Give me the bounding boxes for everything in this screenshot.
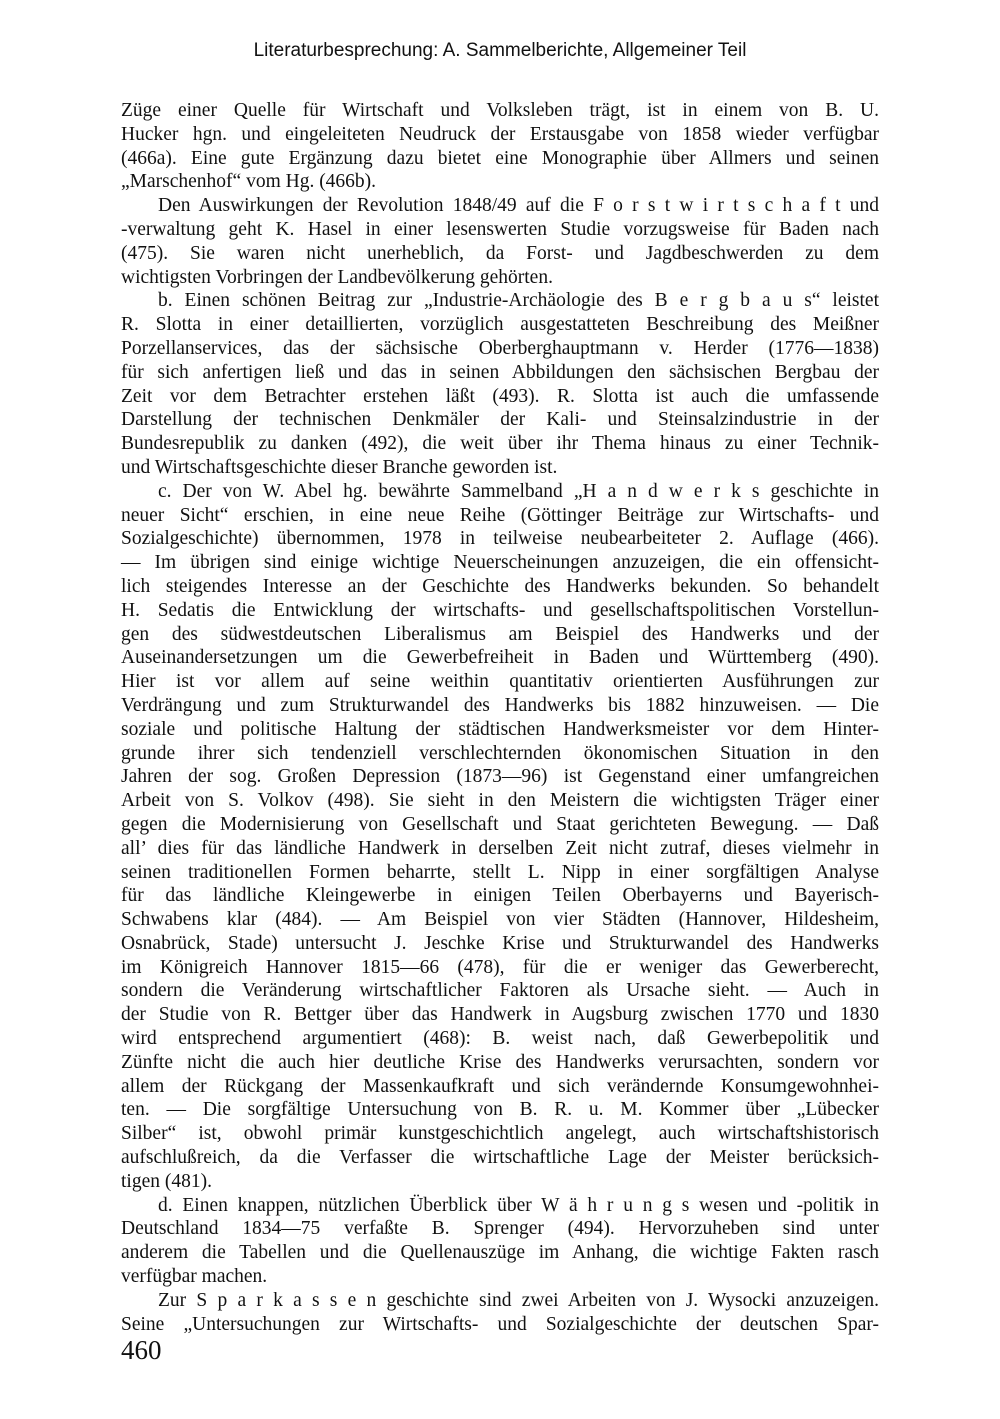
body-text xyxy=(121,99,879,1336)
text-line: für das ländliche Kleingewerbe in einigen Teilen Oberbayerns und Bayerisch- xyxy=(121,885,879,907)
text-line: Auseinandersetzungen um die Gewerbefreiheit in Baden und Württemberg (490). xyxy=(121,647,879,669)
text-line: d. Einen knappen, nützlichen Überblick über W ä h r u n g s wesen und -politik in xyxy=(158,1194,879,1216)
text-line: Hucker hgn. und eingeleiteten Neudruck der Erstausgabe von 1858 wieder verfügbar xyxy=(121,123,879,145)
text-line: -verwaltung geht K. Hasel in einer lesenswerten Studie vorzugsweise für Baden nach xyxy=(121,218,879,240)
text-line: Den Auswirkungen der Revolution 1848/49 auf die F o r s t w i r t s c h a f t und xyxy=(158,195,879,217)
text-line: Jahren der sog. Großen Depression (1873—96) ist Gegenstand einer umfangreichen xyxy=(121,766,879,788)
text-line: Porzellanservices, das der sächsische Oberberghauptmann v. Herder (1776—1838) xyxy=(121,337,879,359)
text-line: soziale und politische Haltung der städtischen Handwerksmeister vor dem Hinter- xyxy=(121,718,879,740)
text-line: all’ dies für das ländliche Handwerk in derselben Zeit nicht zutraf, dieses vielmehr in xyxy=(121,837,879,859)
text-line: Osnabrück, Stade) untersucht J. Jeschke Krise und Strukturwandel des Handwerks xyxy=(121,932,879,954)
text-line: Züge einer Quelle für Wirtschaft und Volksleben trägt, ist in einem von B. U. xyxy=(121,100,879,121)
text-line: c. Der von W. Abel hg. bewährte Sammelband „H a n d w e r k s geschichte in xyxy=(158,480,879,502)
text-line: (466a). Eine gute Ergänzung dazu bietet eine Monographie über Allmers und seinen xyxy=(121,147,879,169)
text-line: „Marschenhof“ vom Hg. (466b). xyxy=(121,171,377,193)
text-line: aufschlußreich, da die Verfasser die wirtschaftliche Lage der Meister berücksich- xyxy=(121,1147,879,1169)
text-line: Bundesrepublik zu danken (492), die weit über ihr Thema hinaus zu einer Technik- xyxy=(121,433,879,455)
text-line: neuer Sicht“ erschien, in eine neue Reihe (Göttinger Beiträge zur Wirtschafts- und xyxy=(121,504,879,526)
text-line: für sich anfertigen ließ und das in seinen Abbildungen den sächsischen Bergbau der xyxy=(121,361,879,383)
text-line: (475). Sie waren nicht unerheblich, da Forst- und Jagdbeschwerden zu dem xyxy=(121,242,879,264)
text-line: gegen die Modernisierung von Gesellschaft und Staat gerichteten Bewegung. — Daß xyxy=(121,813,879,835)
text-line: lich steigendes Interesse an der Geschichte des Handwerks bekunden. So behandelt xyxy=(121,575,879,597)
text-line: gen des südwestdeutschen Liberalismus am Beispiel des Handwerks und der xyxy=(121,623,879,645)
text-line: H. Sedatis die Entwicklung der wirtschafts- und gesellschaftspolitischen Vorstellun- xyxy=(121,599,879,621)
text-line: Deutschland 1834—75 verfaßte B. Sprenger (494). Hervorzuheben sind unter xyxy=(121,1218,879,1240)
text-line: verfügbar machen. xyxy=(121,1266,268,1288)
text-line: allem der Rückgang der Massenkaufkraft und sich verändernde Konsumgewohnhei- xyxy=(121,1075,879,1097)
text-line: im Königreich Hannover 1815—66 (478), für die er weniger das Gewerberecht, xyxy=(121,956,879,978)
text-line: seinen traditionellen Formen beharrte, stellt L. Nipp in einer sorgfältigen Analyse xyxy=(121,861,879,883)
text-line: b. Einen schönen Beitrag zur „Industrie-Archäologie des B e r g b a u s“ leistet xyxy=(158,290,879,312)
text-line: Hier ist vor allem auf seine weithin quantitativ orientierten Ausführungen zur xyxy=(121,671,879,693)
text-line: Arbeit von S. Volkov (498). Sie sieht in den Meistern die wichtigsten Träger einer xyxy=(121,790,879,812)
text-line: sondern die Veränderung wirtschaftlicher Faktoren als Ursache sieht. — Auch in xyxy=(121,980,879,1002)
text-line: der Studie von R. Bettger über das Handwerk in Augsburg zwischen 1770 und 1830 xyxy=(121,1004,879,1026)
text-line: tigen (481). xyxy=(121,1170,212,1192)
page-number: 460 xyxy=(121,1335,162,1365)
running-header: Literaturbesprechung: A. Sammelberichte, Allgemeiner Teil xyxy=(253,40,747,61)
text-line: — Im übrigen sind einige wichtige Neuerscheinungen anzuzeigen, die ein offensicht- xyxy=(121,552,879,574)
text-line: ten. — Die sorgfältige Untersuchung von B. R. u. M. Kommer über „Lübecker xyxy=(121,1099,879,1121)
text-line: R. Slotta in einer detaillierten, vorzüglich ausgestatteten Beschreibung des Meißner xyxy=(121,314,879,336)
text-line: Sozialgeschichte) übernommen, 1978 in teilweise neubearbeiteter 2. Auflage (466). xyxy=(121,528,879,550)
text-line: Schwabens klar (484). — Am Beispiel von vier Städten (Hannover, Hildesheim, xyxy=(121,909,879,931)
text-line: Zur S p a r k a s s e n geschichte sind zwei Arbeiten von J. Wysocki anzuzeigen. xyxy=(158,1289,879,1311)
text-line: Darstellung der technischen Denkmäler der Kali- und Steinsalzindustrie in der xyxy=(121,409,879,431)
text-line: Zeit vor dem Betrachter erstehen läßt (493). R. Slotta ist auch die umfassende xyxy=(121,385,879,407)
text-line: Zünfte nicht die auch hier deutliche Krise des Handwerks verursachten, sondern vor xyxy=(121,1051,879,1073)
text-line: Verdrängung und zum Strukturwandel des Handwerks bis 1882 hinzuweisen. — Die xyxy=(121,694,879,716)
text-line: grunde ihrer sich tendenziell verschlechternden ökonomischen Situation in den xyxy=(121,742,879,764)
text-line: und Wirtschaftsgeschichte dieser Branche geworden ist. xyxy=(121,456,558,478)
text-line: wichtigsten Vorbringen der Landbevölkerung gehörten. xyxy=(121,266,553,288)
text-line: Silber“ ist, obwohl primär kunstgeschichtlich angelegt, auch wirtschaftshistorisch xyxy=(121,1123,879,1145)
text-line: Seine „Untersuchungen zur Wirtschafts- und Sozialgeschichte der deutschen Spar- xyxy=(121,1313,879,1335)
text-line: wird entsprechend argumentiert (468): B. weist nach, daß Gewerbepolitik und xyxy=(121,1028,879,1050)
text-line: anderem die Tabellen und die Quellenauszüge im Anhang, die wichtige Fakten rasch xyxy=(121,1242,879,1264)
